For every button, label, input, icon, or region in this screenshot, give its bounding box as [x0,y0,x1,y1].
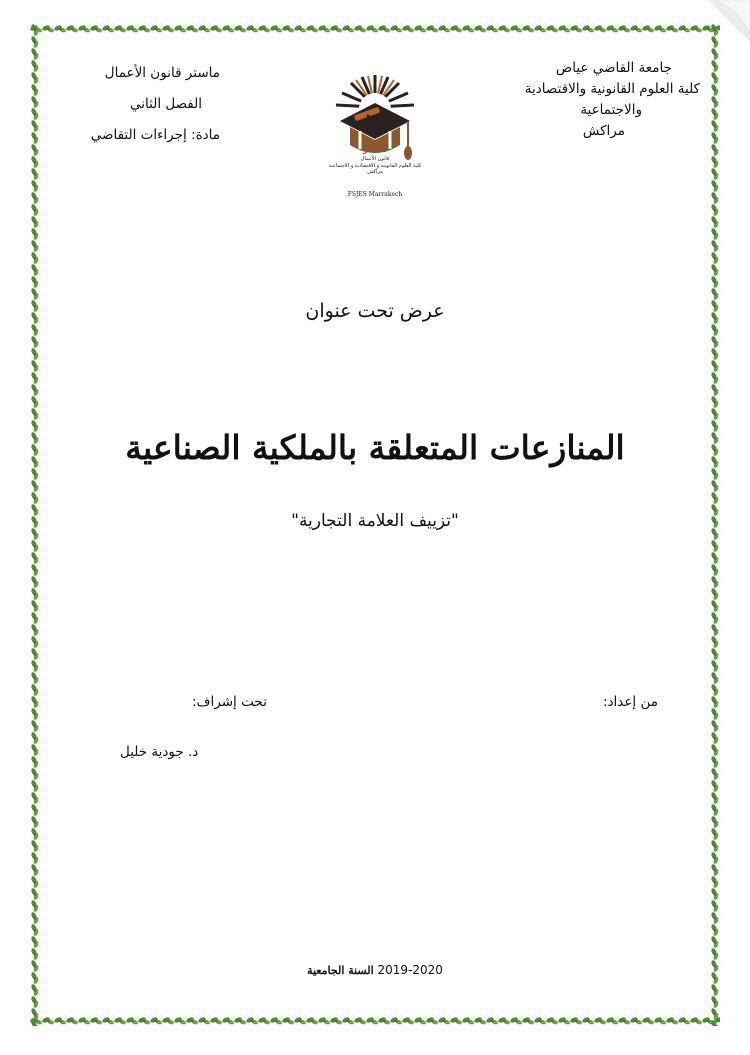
faculty-name-continued: والاجتماعية [580,102,642,118]
city-name: مراكش [582,123,625,139]
logo-fsjes-text: FSJES Marrakech [347,191,403,198]
faculty-name: كلية العلوم القانونية والاقتصادية [524,81,700,97]
decorative-border-top [30,24,720,34]
program-block [70,58,220,151]
university-block [470,58,700,142]
academic-year-label: السنة الجامعية [307,964,374,977]
main-title: المنازعات المتعلقة بالملكية الصناعية [125,428,625,467]
academic-year-value: 2019-2020 [377,963,443,977]
supervised-by-label: تحت إشراف: [192,694,267,710]
university-name: جامعة القاضي عياض [555,60,672,76]
decorative-border-bottom [30,1016,720,1026]
semester: الفصل الثاني [130,96,202,112]
logo-caption-line: كلية العلوم القانونية و الاقتصادية و الاجتماعية [328,162,422,169]
presentation-label: عرض تحت عنوان [305,300,445,322]
course-subject: مادة: إجراءات التقاضي [90,127,220,143]
academic-year [0,963,750,977]
page-curl-icon [708,0,750,42]
logo-caption-line: مراكش [367,169,383,175]
prepared-by-label: من إعداد: [602,694,658,710]
logo-caption [318,156,432,176]
logo-caption-line: قانون الأعمال [360,156,390,162]
program-name: ماستر قانون الأعمال [104,65,220,81]
supervisor-name: د. جودية خليل [120,744,199,760]
faculty-logo [320,48,430,200]
logo-name: ماستر [362,145,388,154]
subtitle: "تزييف العلامة التجارية" [291,511,459,531]
